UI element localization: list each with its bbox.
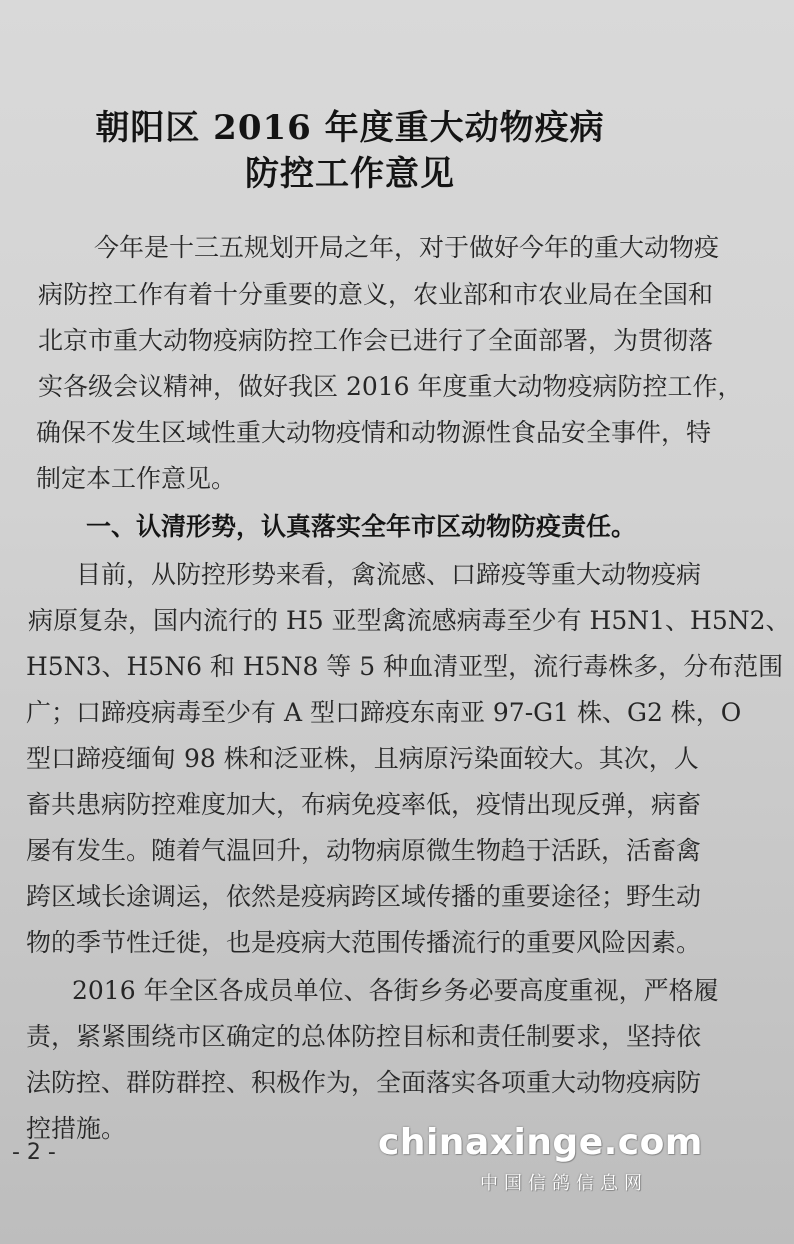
- doc-title-line1: 朝阳区 2016 年度重大动物疫病: [95, 108, 605, 148]
- doc-title-line2: 防控工作意见: [245, 154, 455, 194]
- body-line-1: 今年是十三五规划开局之年，对于做好今年的重大动物疫: [94, 233, 720, 262]
- watermark-site-cn: 中国信鸽信息网: [480, 1173, 648, 1194]
- body-line-5: 确保不发生区域性重大动物疫情和动物源性食品安全事件，特: [36, 418, 712, 447]
- body-line-18: 责，紧紧围绕市区确定的总体防控目标和责任制要求，坚持依: [26, 1022, 702, 1051]
- watermark-site: chinaxinge.com: [378, 1122, 703, 1163]
- body-line-20: 控措施。: [26, 1114, 127, 1143]
- body-line-16: 物的季节性迁徙，也是疫病大范围传播流行的重要风险因素。: [26, 928, 702, 957]
- page-number: - 2 -: [12, 1140, 56, 1165]
- section-heading: 一、认清形势，认真落实全年市区动物防疫责任。: [86, 512, 637, 541]
- body-line-9: 病原复杂，国内流行的 H5 亚型禽流感病毒至少有 H5N1、H5N2、: [28, 606, 791, 635]
- body-line-8: 目前，从防控形势来看，禽流感、口蹄疫等重大动物疫病: [76, 560, 702, 589]
- body-line-11: 广；口蹄疫病毒至少有 A 型口蹄疫东南亚 97-G1 株、G2 株，O: [26, 698, 742, 727]
- body-line-2: 病防控工作有着十分重要的意义，农业部和市农业局在全国和: [38, 280, 714, 309]
- body-line-19: 法防控、群防群控、积极作为，全面落实各项重大动物疫病防: [26, 1068, 702, 1097]
- body-line-13: 畜共患病防控难度加大，布病免疫率低，疫情出现反弹，病畜: [26, 790, 702, 819]
- body-line-4: 实各级会议精神，做好我区 2016 年度重大动物疫病防控工作，: [38, 372, 743, 401]
- body-line-15: 跨区域长途调运，依然是疫病跨区域传播的重要途径；野生动: [26, 882, 702, 911]
- body-line-14: 屡有发生。随着气温回升，动物病原微生物趋于活跃，活畜禽: [26, 836, 702, 865]
- body-line-6: 制定本工作意见。: [36, 464, 237, 493]
- body-line-10: H5N3、H5N6 和 H5N8 等 5 种血清亚型，流行毒株多，分布范围: [26, 652, 784, 681]
- body-line-17: 2016 年全区各成员单位、各街乡务必要高度重视，严格履: [72, 976, 719, 1005]
- body-line-12: 型口蹄疫缅甸 98 株和泛亚株，且病原污染面较大。其次，人: [26, 744, 699, 773]
- watermark: [378, 1122, 703, 1195]
- body-line-3: 北京市重大动物疫病防控工作会已进行了全面部署，为贯彻落: [38, 326, 714, 355]
